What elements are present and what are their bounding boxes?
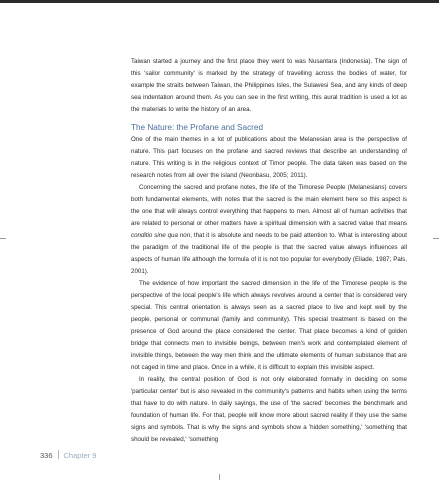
page-number: 336	[40, 451, 53, 460]
crop-mark	[433, 238, 439, 239]
paragraph: In reality, the central position of God is not only elaborated formally in deciding on some 'particular center' but is also revealed in the community's patterns and habits when using the terms that have to do with nature. In daily sayings, the use of 'the sacred' becomes the benchmark and foundation of human life. For that, people will know more about sacred reality if they use the same signs and symbols. That is why the signs and symbols show a 'hidden something,' 'something that should be revealed,' 'something	[131, 376, 407, 443]
page-footer	[40, 450, 96, 460]
top-rule	[0, 0, 439, 3]
paragraph: One of the main themes in a lot of publications about the Melanesian area is the perspective of nature. This part focuses on the profane and sacred reviews that describe an understanding of nature. This writing is in the religious context of Timor people. The data taken was based on the research notes from all over the island (Neonbasu, 2005; 2011).	[131, 136, 407, 179]
crop-mark	[0, 238, 6, 239]
page-body	[131, 56, 407, 446]
paragraph: Taiwan started a journey and the first place they went to was Nusantara (Indonesia). The sign of this 'sailor community' is marked by the strategy of travelling across the bodies of water, for example the straits between Taiwan, the Philippines Isles, the Sulawesi Sea, and any kinds of deep sea indentation around them. As you can see in the first writing, this aural tradition is used a lot as the materials to write the history of an area.	[131, 58, 407, 113]
paragraph: The evidence of how important the sacred dimension in the life of the Timorese people is the perspective of the local people's life which always revolves around a center that is considered very special. This central orientation is always seen as a sacred place to live and kept well by the people, personal or communal (family and community). This special treatment is based on the presence of God around the place considered the center. That place becomes a kind of golden bridge that connects men to invisible beings, between men's work and contemplated element of invisible things, between the way men think and the ultimate elements of human substance that are not caged in time and place. Once in a while, it is difficult to explain this invisible aspect.	[131, 280, 407, 371]
section-heading: The Nature: the Profane and Sacred	[131, 123, 263, 132]
chapter-label: Chapter 9	[63, 451, 97, 460]
italic-term: conditio sine qua non	[131, 232, 191, 239]
footer-divider	[58, 450, 59, 459]
paragraph: Concerning the sacred and profane notes, the life of the Timorese People (Melanesians) covers both fundamental elements, with notes that the sacred is the main element here so this aspect is the one that will always control everything that happens to men. Almost all of human activities that are related to personal or other matters have a spiritual dimension with a sacred value that means conditio sine qua non, that it is absolute and needs to be paid attention to. What is interesting about the paradigm of the traditional life of the people is that the sacred value always influences all aspects of human life although the formula of it is not too popular for everybody (Eliade, 1987; Pals, 2001).	[131, 184, 408, 275]
crop-mark	[219, 474, 220, 480]
